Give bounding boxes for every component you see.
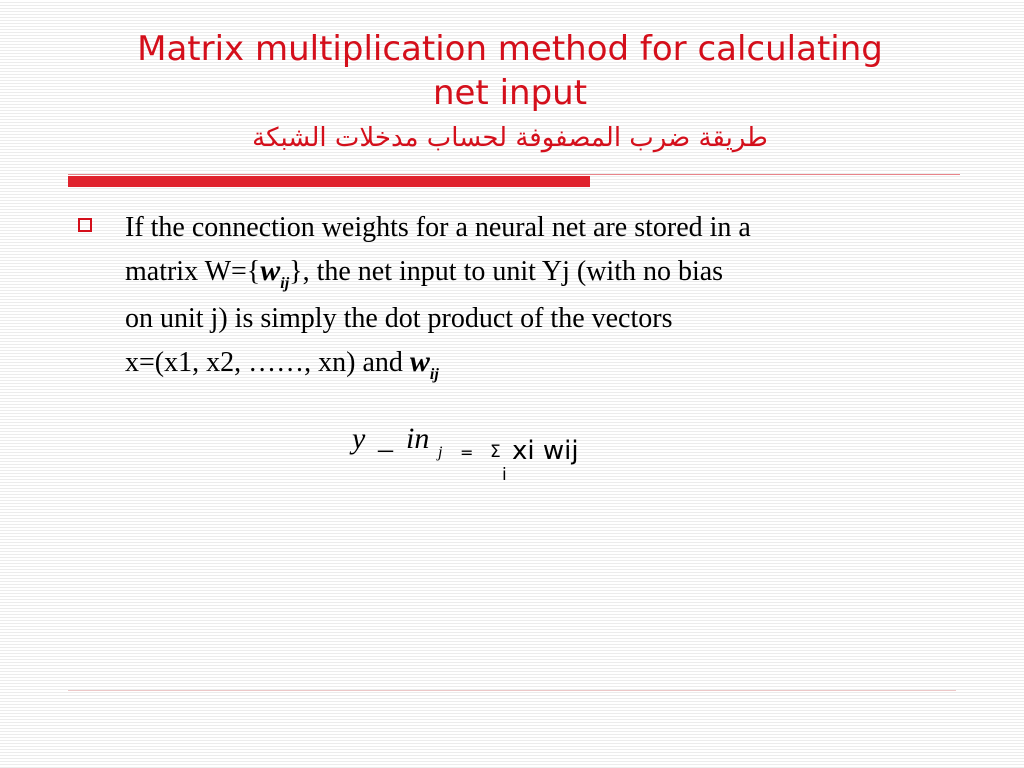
formula-underscore: _ <box>378 422 393 455</box>
bullet-line3: on unit j) is simply the dot product of the vectors <box>125 303 673 334</box>
title-divider-thin <box>68 174 960 175</box>
formula-y: y <box>352 422 366 455</box>
weight-symbol: w <box>260 254 281 287</box>
slide-title-arabic: طريقة ضرب المصفوفة لحساب مدخلات الشبكة <box>252 123 768 153</box>
formula-subscript-j: j <box>438 444 443 461</box>
weight-subscript: ij <box>280 275 290 292</box>
bullet-line2-pre: matrix W={ <box>125 256 261 287</box>
formula-in: in <box>406 422 430 455</box>
weight-symbol-2: w <box>409 345 430 378</box>
bullet-line1: If the connection weights for a neural net are stored in a <box>125 212 751 243</box>
slide-title <box>40 27 980 115</box>
slide-title-line2: net input <box>432 73 588 113</box>
weight-subscript-2: ij <box>429 366 439 383</box>
bullet-line2-post: }, the net input to unit Yj (with no bias <box>289 256 724 287</box>
footer-divider <box>68 690 956 691</box>
hollow-square-bullet-icon <box>78 218 92 232</box>
formula-sum-index: i <box>502 465 507 485</box>
slide-title-line1: Matrix multiplication method for calculating <box>137 29 883 69</box>
title-divider-thick <box>68 176 590 187</box>
formula-equals: = <box>460 443 474 462</box>
bullet-line4-pre: x=(x1, x2, ……, xn) and <box>125 347 410 378</box>
formula-expression: xi wij <box>512 436 579 466</box>
bullet-paragraph <box>125 206 965 388</box>
net-input-formula <box>352 418 672 485</box>
formula-sigma: Σ <box>490 442 501 462</box>
